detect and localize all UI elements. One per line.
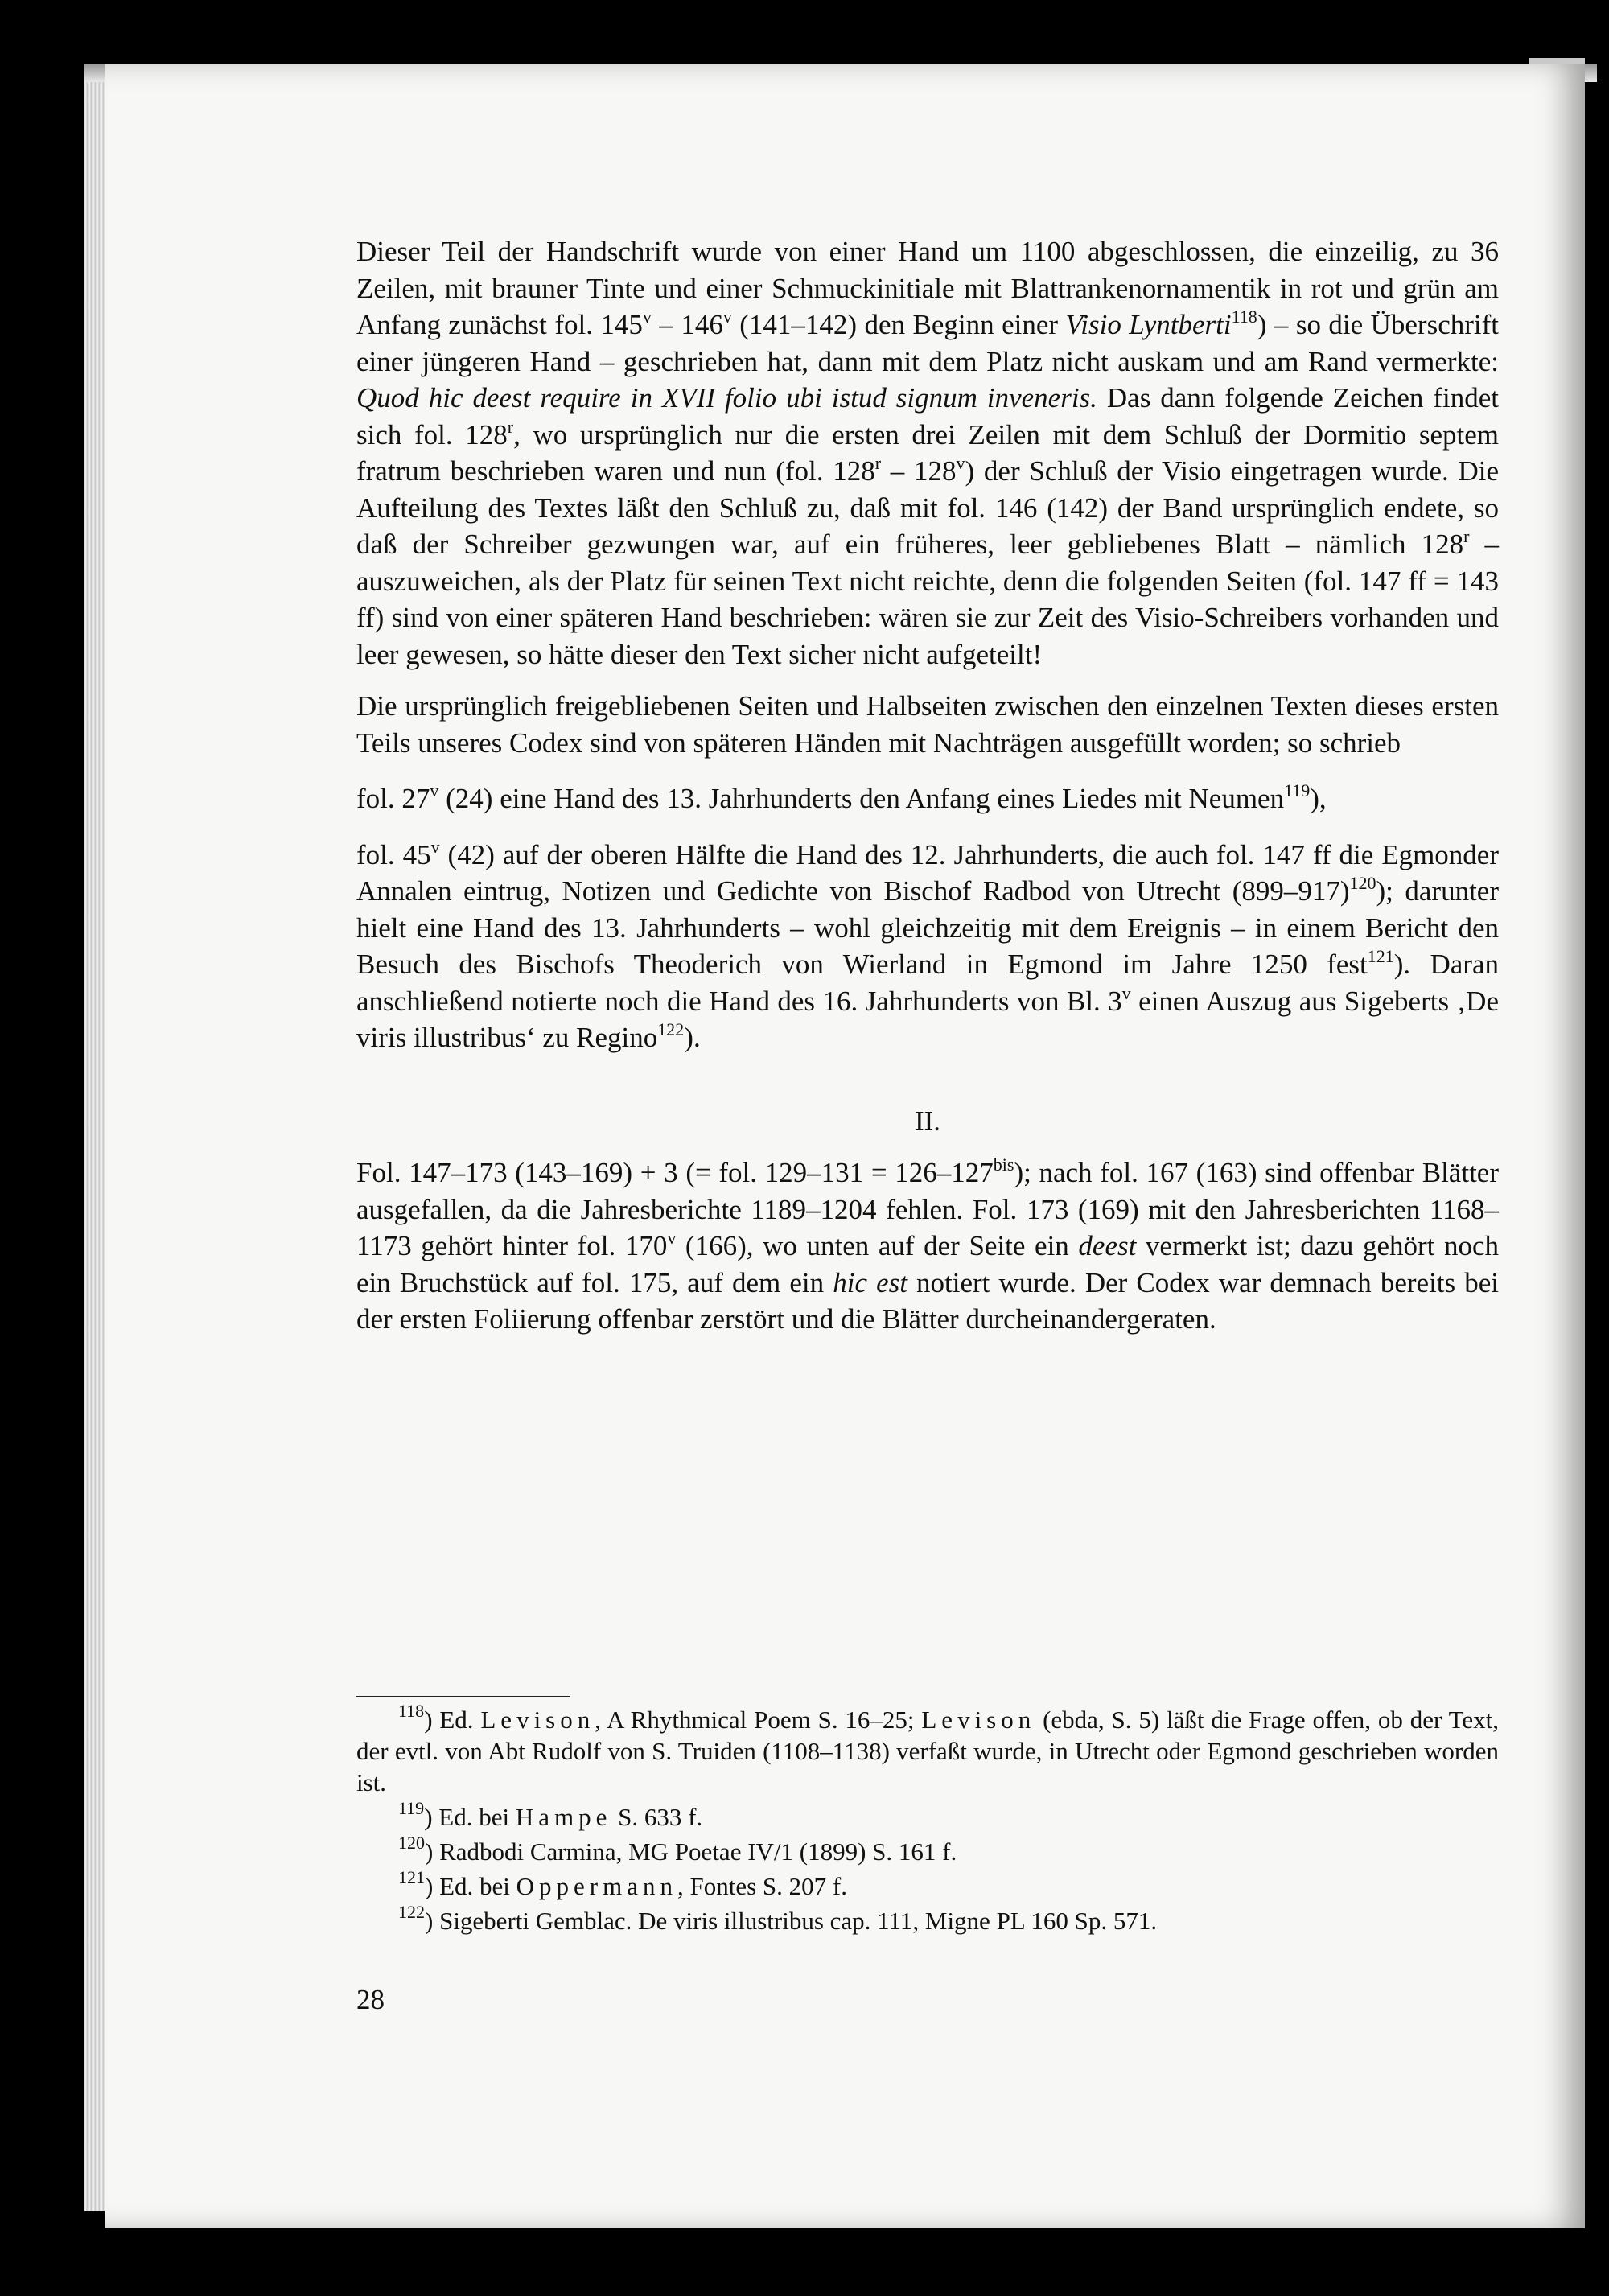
entry-fol-27v: fol. 27$^v$ (24) eine Hand des 13. Jahrhunderts den Anfang eines Liedes mit Neumen$^{119}$), [356,780,1327,814]
page-number: 28 [356,1984,385,2015]
footnote-ref-122: 122 [657,1019,685,1039]
footnote-ref-119: 119 [1284,780,1311,800]
paragraph-section-2: Fol. 147–173 (143–169) + 3 (= fol. $129-131 = 126-127^{bis}$); nach fol. 167 (163) sind offenbar Blätter ausgefallen, da die Jahresberichte 1189–1204 fehlen. Fol. 173 (169) mit den Jahresberichten 1168–1173 gehört hinter fol. 170$^v$ (166), wo unten auf der Seite ein deest vermerkt ist; dazu gehört noch ein Bruchstück auf fol. 175, auf dem ein hic est notiert wurde. Der Codex war demnach bereits bei der ersten Foliierung offenbar zerstört und die Blätter durcheinandergeraten. [356,1154,1500,1335]
footnote-ref-121: 121 [1367,946,1394,966]
footnote-120: $^{120}$) Radbodi Carmina, MG Poetae IV/1 (1899) S. 161 f. [398,1833,957,1866]
footnotes [356,1701,1499,1940]
footnote-119: $^{119}$) Ed. bei Hampe S. 633 f. [398,1798,703,1831]
footnote-ref-120: 120 [1349,873,1376,893]
entry-fol-45v: fol. 45$^v$ (42) auf der oberen Hälfte die Hand des 12. Jahrhunderts, die auch fol. 147 ff die Egmonder Annalen eintrug, Notizen und Gedichte von Bischof Radbod von Utrecht $(899-917)^{120}$); darunter hielt eine Hand des 13. Jahrhunderts – wohl gleichzeitig mit dem Ereignis – in einem Bericht den Besuch des Bischofs Theoderich von Wierland in Egmond im Jahre 1250 fest$^{121}$). Daran anschließend notierte noch die Hand des 16. Jahrhunderts von Bl. 3$^v$ einen Auszug aus Sigeberts ‚De viris illustribus‘ zu Regino$^{122}$). [356,836,1500,1053]
footnote-122: $^{122}$) Sigeberti Gemblac. De viris illustribus cap. 111, Migne PL 160 Sp. 571. [398,1902,1158,1935]
paragraph-2: Die ursprünglich freigebliebenen Seiten und Halbseiten zwischen den einzelnen Texten dieses ersten Teils unseres Codex sind von späteren Händen mit Nachträgen ausgefüllt worden; so schrieb [356,690,1499,759]
footnote-rule [356,1696,570,1697]
section-heading: II. [914,1105,941,1137]
footnote-ref-118: 118 [1231,307,1257,327]
main-text [356,233,1499,1338]
footnote-121: $^{121}$) Ed. bei Oppermann, Fontes S. 207 f. [398,1867,847,1900]
footnote-118: $^{118}$) Ed. Levison, A Rhythmical Poem S. 16–25; Levison (ebda, S. 5) läßt die Frage offen, ob der Text, der evtl. von Abt Rudolf von S. Truiden (1108–1138) verfaßt wurde, in Utrecht oder Egmond geschrieben worden ist. [356,1701,1499,1796]
paragraph-1: Dieser Teil der Handschrift wurde von einer Hand um 1100 abgeschlossen, die einzeilig, zu 36 Zeilen, mit brauner Tinte und einer Schmuckinitiale mit Blattrankenornamentik in rot und grün am Anfang zunächst fol. 145$^v$ – 146$^v$ (141–142) den Beginn einer Visio Lyntberti$^{118}$) – so die Überschrift einer jüngeren Hand – geschrieben hat, dann mit dem Platz nicht auskam und am Rand vermerkte: Quod hic deest require in XVII folio ubi istud signum inveneris. Das dann folgende Zeichen findet sich fol. 128$^r$, wo ursprünglich nur die ersten drei Zeilen mit dem Schluß der Dormitio septem fratrum beschrieben waren und nun (fol. 128$^r$ – 128$^v$) der Schluß der Visio eingetragen wurde. Die Aufteilung des Textes läßt den Schluß zu, daß mit fol. 146 (142) der Band ursprünglich endete, so daß der Schreiber gezwungen war, auf ein früheres, leer gebliebenes Blatt – nämlich 128$^r$ – auszuweichen, als der Platz für seinen Text nicht reichte, denn die folgenden Seiten (fol. 147 ff = 143 ff) sind von einer späteren Hand beschrieben: wären sie zur Zeit des Visio-Schreibers vorhanden und leer gewesen, so hätte dieser den Text sicher nicht aufgeteilt! [356,236,1500,670]
